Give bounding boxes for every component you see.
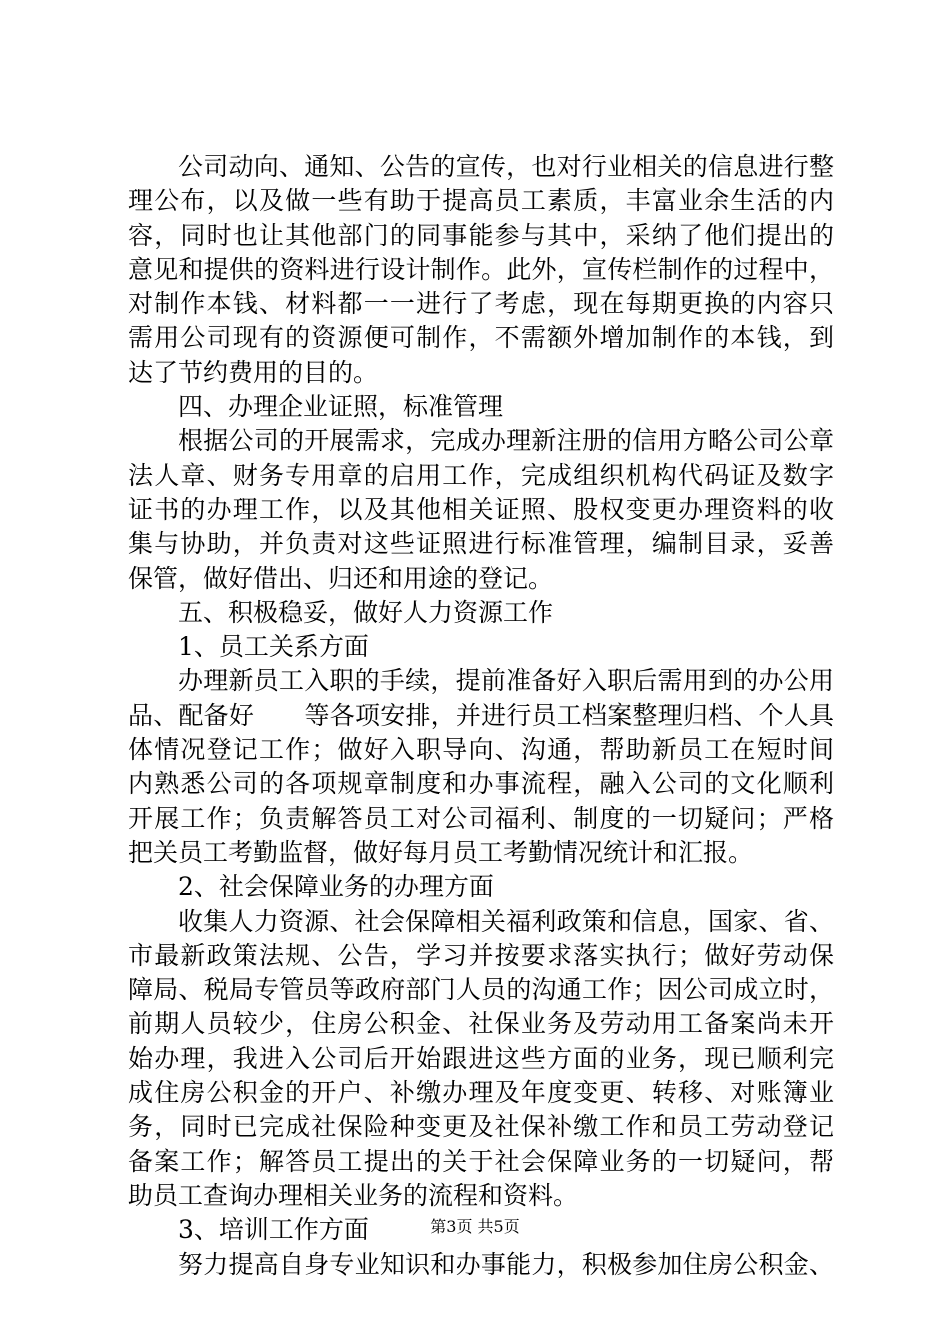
- text-line: 需用公司现有的资源便可制作，不需额外增加制作的本钱，到: [128, 323, 834, 353]
- text-line: 开展工作；负责解答员工对公司福利、制度的一切疑问；严格: [128, 803, 834, 833]
- text-line: 法人章、财务专用章的启用工作，完成组织机构代码证及数字: [128, 460, 834, 490]
- paragraph-first-line: 2、社会保障业务的办理方面: [178, 872, 494, 902]
- text-line: 对制作本钱、材料都一一进行了考虑，现在每期更换的内容只: [128, 289, 834, 319]
- text-line: 体情况登记工作；做好入职导向、沟通，帮助新员工在短时间: [128, 735, 834, 765]
- text-line: 备案工作；解答员工提出的关于社会保障业务的一切疑问，帮: [128, 1146, 834, 1176]
- paragraph-first-line: 1、员工关系方面: [178, 632, 369, 662]
- text-line: 理公布，以及做一些有助于提高员工素质，丰富业余生活的内: [128, 186, 834, 216]
- text-line: 始办理，我进入公司后开始跟进这些方面的业务，现已顺利完: [128, 1043, 834, 1073]
- paragraph-first-line: 五、积极稳妥，做好人力资源工作: [178, 597, 554, 627]
- text-line: 市最新政策法规、公告，学习并按要求落实执行；做好劳动保: [128, 940, 834, 970]
- document-body: [128, 150, 834, 1282]
- paragraph-first-line: 办理新员工入职的手续，提前准备好入职后需用到的办公用: [178, 666, 834, 696]
- paragraph-first-line: 收集人力资源、社会保障相关福利政策和信息，国家、省、: [178, 906, 834, 936]
- paragraph-first-line: 四、办理企业证照，标准管理: [178, 392, 504, 422]
- text-line: 前期人员较少，住房公积金、社保业务及劳动用工备案尚未开: [128, 1009, 834, 1039]
- text-line: 成住房公积金的开户、补缴办理及年度变更、转移、对账簿业: [128, 1078, 834, 1108]
- paragraph-first-line: 努力提高自身专业知识和办事能力，积极参加住房公积金、: [178, 1249, 834, 1279]
- text-line: 容，同时也让其他部门的同事能参与其中，采纳了他们提出的: [128, 220, 834, 250]
- text-line: 证书的办理工作，以及其他相关证照、股权变更办理资料的收: [128, 494, 834, 524]
- text-line: 集与协助，并负责对这些证照进行标准管理，编制目录，妥善: [128, 529, 834, 559]
- text-line: 把关员工考勤监督，做好每月员工考勤情况统计和汇报。: [128, 837, 754, 867]
- text-line: 障局、税局专管员等政府部门人员的沟通工作；因公司成立时，: [128, 975, 834, 1005]
- text-line: 品、配备好 等各项安排，并进行员工档案整理归档、个人具: [128, 700, 834, 730]
- text-line: 内熟悉公司的各项规章制度和办事流程，融入公司的文化顺利: [128, 769, 834, 799]
- text-line: 务，同时已完成社保险种变更及社保补缴工作和员工劳动登记: [128, 1112, 834, 1142]
- paragraph-first-line: 3、培训工作方面: [178, 1215, 369, 1245]
- paragraph-first-line: 根据公司的开展需求，完成办理新注册的信用方略公司公章: [178, 426, 834, 456]
- page-footer: 第3页 共5页: [430, 1217, 520, 1236]
- text-line: 达了节约费用的目的。: [128, 357, 379, 387]
- text-line: 助员工查询办理相关业务的流程和资料。: [128, 1180, 579, 1210]
- text-line: 意见和提供的资料进行设计制作。此外，宣传栏制作的过程中，: [128, 254, 834, 284]
- text-line: 保管，做好借出、归还和用途的登记。: [128, 563, 554, 593]
- paragraph-first-line: 公司动向、通知、公告的宣传，也对行业相关的信息进行整: [178, 152, 834, 181]
